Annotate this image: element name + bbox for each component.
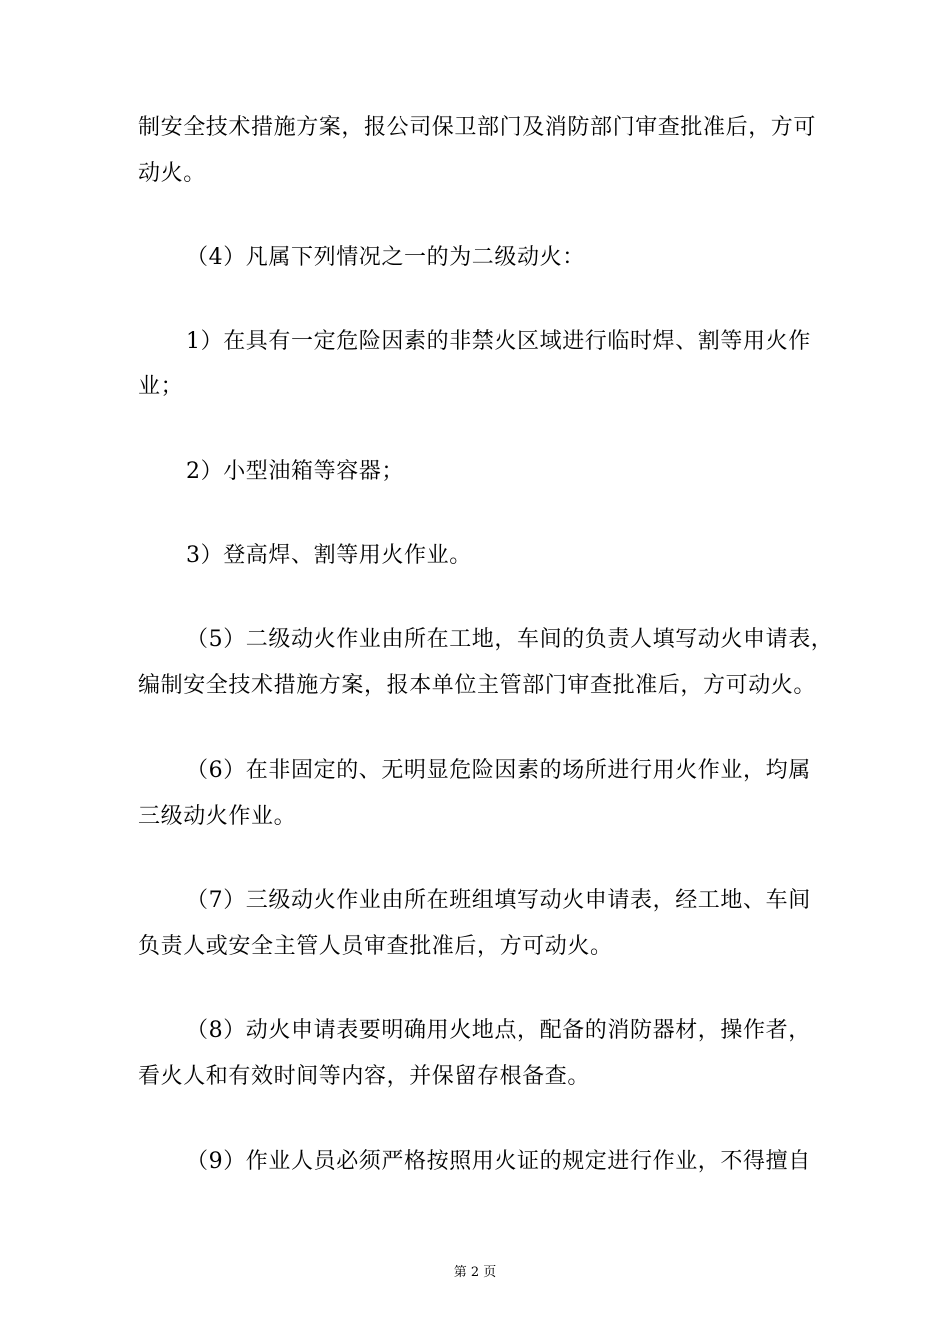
document-line: 编制安全技术措施方案，报本单位主管部门审查批准后，方可动火。 [138, 673, 817, 698]
document-line: （8）动火申请表要明确用火地点，配备的消防器材，操作者， [186, 1018, 811, 1043]
document-line: 3）登高焊、割等用火作业。 [186, 543, 472, 568]
document-line: （7）三级动火作业由所在班组填写动火申请表，经工地、车间 [186, 888, 811, 913]
document-line: 三级动火作业。 [138, 804, 297, 829]
document-line: 动火。 [138, 161, 206, 186]
document-line: （6）在非固定的、无明显危险因素的场所进行用火作业，均属 [186, 758, 811, 783]
document-line: 2）小型油箱等容器； [186, 459, 404, 484]
page-number: 第 2 页 [453, 1265, 497, 1280]
document-line: 制安全技术措施方案，报公司保卫部门及消防部门审查批准后，方可 [138, 115, 817, 140]
document-line: 1）在具有一定危险因素的非禁火区域进行临时焊、割等用火作 [186, 329, 811, 354]
document-line: 业； [138, 374, 184, 399]
document-line: 看火人和有效时间等内容，并保留存根备查。 [138, 1064, 591, 1089]
document-line: 负责人或安全主管人员审查批准后，方可动火。 [138, 934, 613, 959]
document-line: （9）作业人员必须严格按照用火证的规定进行作业，不得擅自 [186, 1149, 811, 1174]
document-line: （4）凡属下列情况之一的为二级动火： [186, 245, 585, 270]
document-line: （5）二级动火作业由所在工地，车间的负责人填写动火申请表， [186, 627, 834, 652]
